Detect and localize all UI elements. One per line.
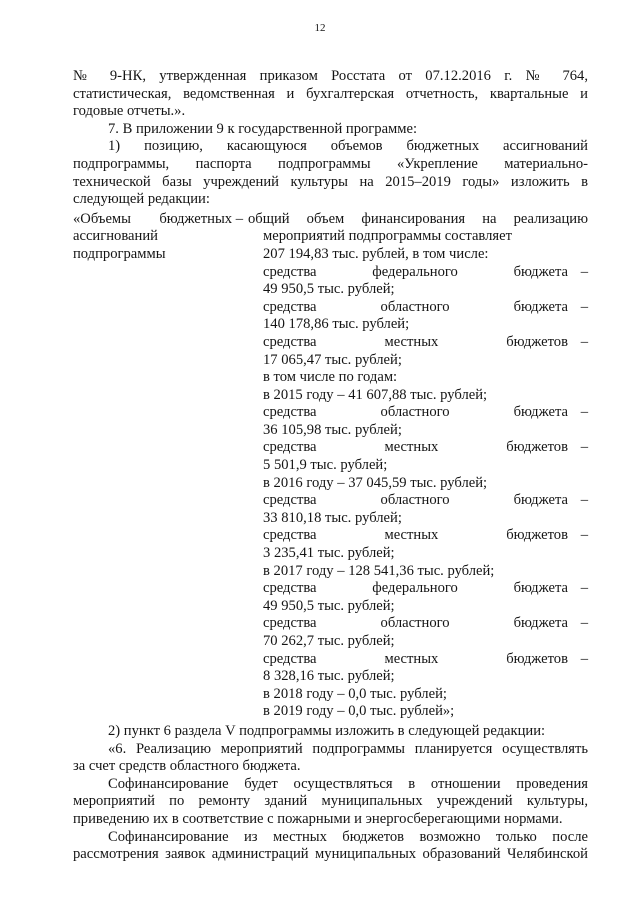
funding-line bbox=[263, 651, 588, 669]
page-number: 12 bbox=[314, 22, 326, 34]
funding-table-header-row bbox=[73, 211, 588, 229]
funding-line-text: в 2015 году – 41 607,88 тыс. рублей; bbox=[263, 386, 488, 403]
text-line: 1) позицию, касающуюся объемов бюджетных ассигнований bbox=[108, 138, 588, 155]
text-line: Софинансирование из местных бюджетов возможно только после bbox=[108, 828, 588, 845]
funding-line-text: 36 105,98 тыс. рублей; bbox=[263, 421, 402, 438]
paragraph-cofinancing bbox=[73, 776, 588, 829]
text-line: рассмотрения заявок администраций муниципальных образований Челябинской bbox=[73, 846, 588, 863]
funding-line-text: в 2016 году – 37 045,59 тыс. рублей; bbox=[263, 474, 488, 491]
text-line: 7. В приложении 9 к государственной программе: bbox=[108, 120, 418, 137]
text-line: за счет средств областного бюджета. bbox=[73, 758, 301, 775]
paragraph-point-6 bbox=[73, 741, 588, 776]
paragraph-registry-note bbox=[73, 68, 588, 121]
funding-table-values bbox=[263, 228, 588, 721]
funding-line bbox=[263, 545, 588, 563]
funding-line bbox=[263, 334, 588, 352]
label-word: бюджетных – bbox=[159, 210, 243, 227]
funding-line bbox=[263, 457, 588, 475]
funding-line-text: 5 501,9 тыс. рублей; bbox=[263, 457, 388, 474]
funding-line bbox=[263, 563, 588, 581]
funding-line-text: 17 065,47 тыс. рублей; bbox=[263, 351, 402, 368]
funding-line-text: средства областного бюджета bbox=[263, 404, 568, 421]
funding-line-text: 8 328,16 тыс. рублей; bbox=[263, 668, 395, 685]
funding-table-total-line: общий объем финансирования на реализацию bbox=[248, 210, 588, 227]
funding-line bbox=[263, 422, 588, 440]
funding-table-label-start bbox=[73, 211, 248, 229]
label-line: подпрограммы bbox=[73, 245, 166, 262]
text-line: № 9-НК, утвержденная приказом Росстата от 07.12.2016 г. № 764, bbox=[73, 68, 588, 84]
funding-table bbox=[73, 211, 588, 721]
text-line: 2) пункт 6 раздела V подпрограммы изложить в следующей редакции: bbox=[108, 722, 546, 739]
text-line: следующей редакции: bbox=[73, 191, 210, 208]
text-line: приведению их в соответствие с пожарными и энергосберегающими нормами. bbox=[73, 810, 563, 827]
funding-line-text: 33 810,18 тыс. рублей; bbox=[263, 509, 402, 526]
funding-line bbox=[263, 475, 588, 493]
funding-line-text: 207 194,83 тыс. рублей, в том числе: bbox=[263, 245, 489, 262]
funding-line-text: 70 262,7 тыс. рублей; bbox=[263, 633, 395, 649]
text-line: статистическая, ведомственная и бухгалтерская отчетность, квартальные и bbox=[73, 85, 588, 102]
funding-line-text: мероприятий подпрограммы составляет bbox=[263, 228, 512, 245]
label-line: ассигнований bbox=[73, 228, 158, 245]
funding-line-dash: – bbox=[580, 298, 588, 315]
funding-line bbox=[263, 527, 588, 545]
text-line: Софинансирование будет осуществляться в отношении проведения bbox=[108, 775, 588, 792]
funding-line-dash: – bbox=[580, 492, 588, 509]
funding-line bbox=[263, 668, 588, 686]
funding-line bbox=[263, 580, 588, 598]
funding-line-text: в 2017 году – 128 541,36 тыс. рублей; bbox=[263, 562, 495, 579]
funding-line bbox=[263, 404, 588, 422]
funding-line-text: средства областного бюджета bbox=[263, 492, 568, 509]
funding-line-text: в 2018 году – 0,0 тыс. рублей; bbox=[263, 685, 447, 702]
text-line: «6. Реализацию мероприятий подпрограммы планируется осуществлять bbox=[108, 740, 588, 757]
funding-line-text: средства федерального бюджета bbox=[263, 580, 568, 597]
funding-line-text: средства областного бюджета bbox=[263, 615, 568, 632]
funding-line bbox=[263, 633, 588, 651]
funding-line bbox=[263, 369, 588, 387]
funding-line bbox=[263, 228, 588, 246]
funding-line bbox=[263, 316, 588, 334]
funding-line bbox=[263, 510, 588, 528]
funding-line bbox=[263, 686, 588, 704]
funding-line-text: 49 950,5 тыс. рублей; bbox=[263, 597, 395, 614]
funding-line-text: средства местных бюджетов bbox=[263, 527, 568, 544]
funding-line-dash: – bbox=[580, 580, 588, 597]
funding-line bbox=[263, 387, 588, 405]
funding-line bbox=[263, 598, 588, 616]
funding-line bbox=[263, 246, 588, 264]
funding-line-dash: – bbox=[580, 404, 588, 421]
document-body bbox=[73, 68, 588, 864]
funding-line bbox=[263, 439, 588, 457]
funding-line bbox=[263, 615, 588, 633]
text-line: годовые отчеты.». bbox=[73, 103, 186, 120]
funding-line-text: средства местных бюджетов bbox=[263, 439, 568, 456]
funding-line-text: в 2019 году – 0,0 тыс. рублей»; bbox=[263, 703, 455, 720]
funding-line-dash: – bbox=[580, 615, 588, 632]
funding-line bbox=[263, 703, 588, 721]
funding-line bbox=[263, 281, 588, 299]
funding-line bbox=[263, 299, 588, 317]
text-line: мероприятий по ремонту зданий муниципальных учреждений культуры, bbox=[73, 793, 588, 810]
label-word: «Объемы bbox=[73, 210, 131, 227]
funding-line-text: 49 950,5 тыс. рублей; bbox=[263, 281, 395, 298]
funding-line-text: в том числе по годам: bbox=[263, 369, 398, 386]
paragraph-local-budgets bbox=[73, 829, 588, 864]
funding-line-text: средства местных бюджетов bbox=[263, 650, 568, 667]
funding-table-label bbox=[73, 228, 263, 721]
funding-line-text: средства местных бюджетов bbox=[263, 333, 568, 350]
funding-line bbox=[263, 264, 588, 282]
funding-line-dash: – bbox=[580, 527, 588, 544]
paragraph-subitem-2 bbox=[73, 723, 588, 741]
funding-line-dash: – bbox=[580, 263, 588, 280]
text-line: подпрограммы, паспорта подпрограммы «Укрепление материально- bbox=[73, 155, 588, 172]
funding-line-text: средства областного бюджета bbox=[263, 298, 568, 315]
funding-line-text: средства федерального бюджета bbox=[263, 263, 568, 280]
funding-line bbox=[263, 492, 588, 510]
text-line: технической базы учреждений культуры на 2015–2019 годы» изложить в bbox=[73, 173, 588, 190]
funding-line-dash: – bbox=[580, 439, 588, 456]
funding-line bbox=[263, 352, 588, 370]
funding-line-dash: – bbox=[580, 333, 588, 350]
funding-line-text: 140 178,86 тыс. рублей; bbox=[263, 316, 410, 333]
funding-line-dash: – bbox=[580, 650, 588, 667]
funding-line-text: 3 235,41 тыс. рублей; bbox=[263, 545, 395, 562]
paragraph-subitem-1 bbox=[73, 138, 588, 208]
paragraph-item-7 bbox=[73, 121, 588, 139]
